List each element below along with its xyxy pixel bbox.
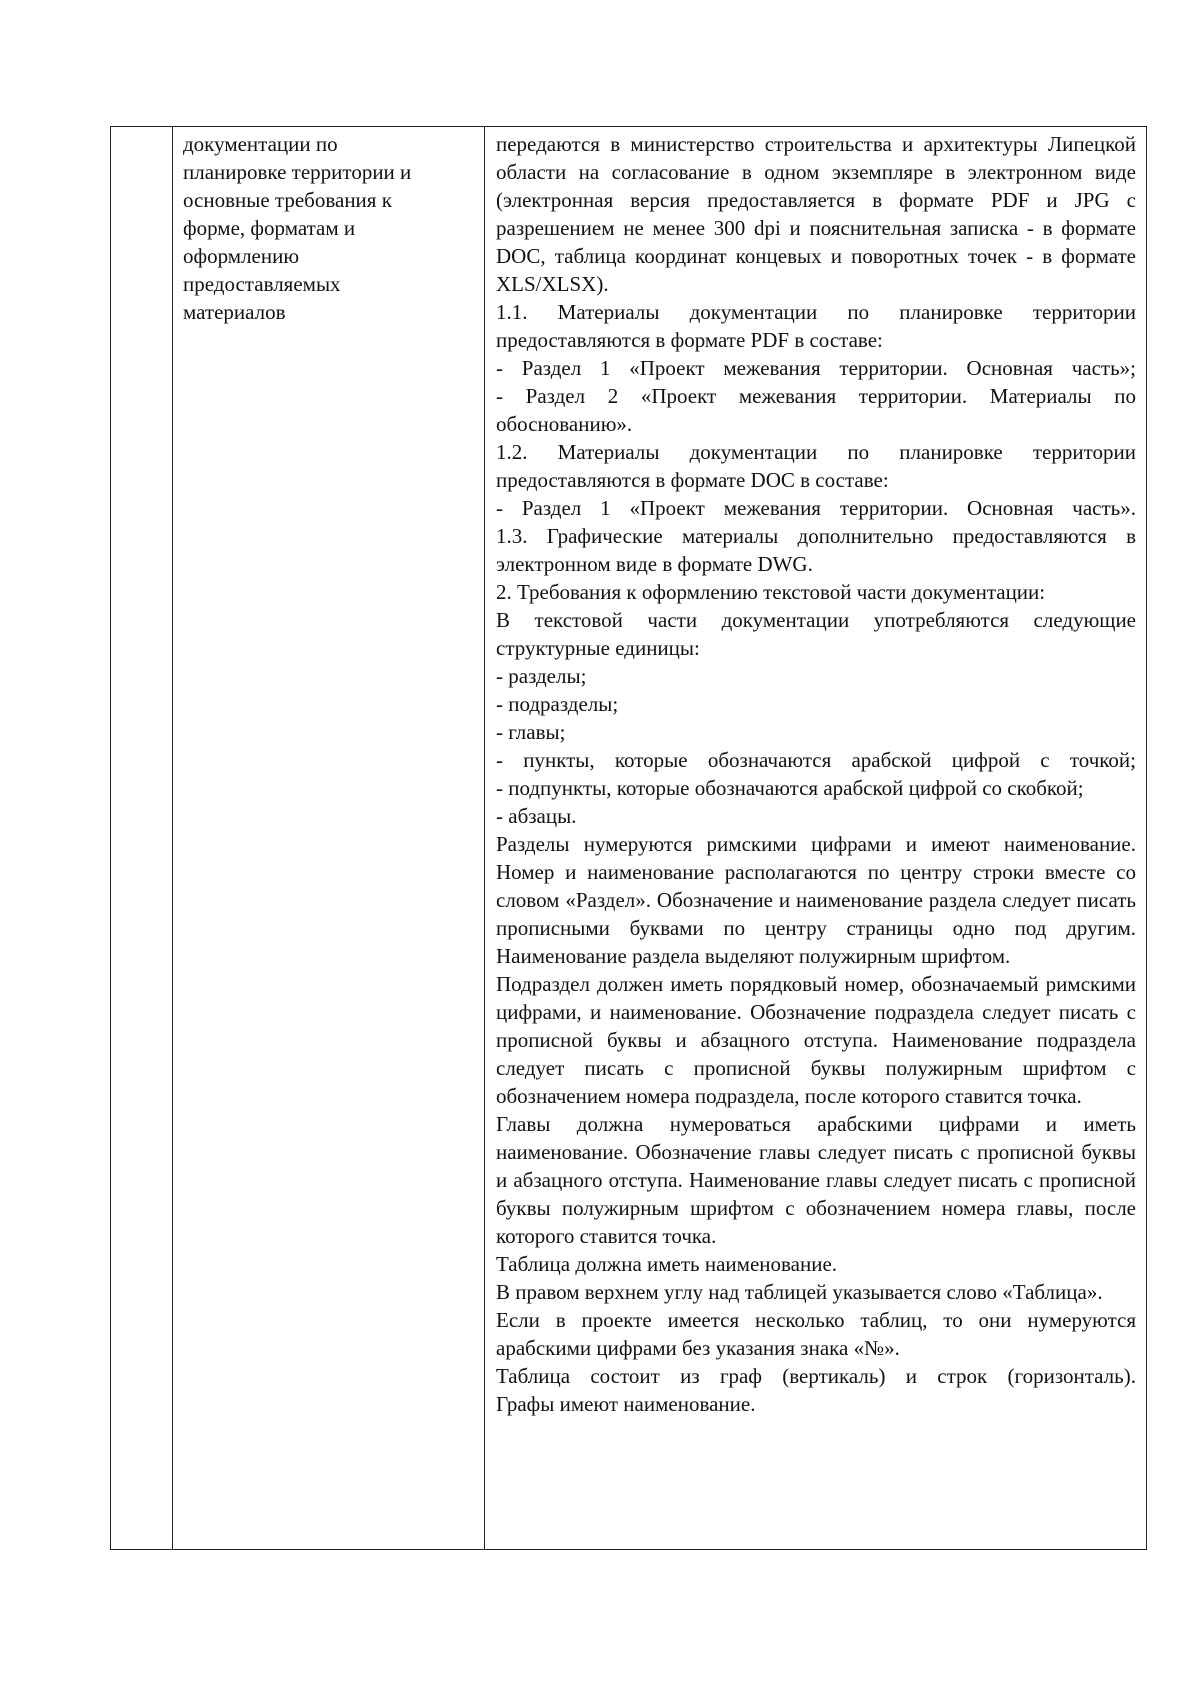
content-paragraph: - подпункты, которые обозначаются арабской цифрой со скобкой; (496, 776, 1084, 800)
content-paragraph: - главы; (496, 720, 566, 744)
label-line: документации по (183, 132, 338, 156)
content-paragraph: - подразделы; (496, 692, 619, 716)
content-paragraph: 1.3. Графические материалы дополнительно предоставляются в электронном виде в формате DWG. (496, 524, 1136, 576)
label-line: предоставляемых (183, 272, 341, 296)
label-cell (173, 127, 485, 1550)
content-paragraph: Таблица должна иметь наименование. (496, 1252, 838, 1276)
content-paragraph: передаются в министерство строительства и архитектуры Липецкой области на согласование в одном экземпляре в электронном виде (электронная версия предоставляется в формате PDF и JPG с разрешением не менее 300 dpi и пояснительная записка - в формате DOC, таблица координат концевых и поворотных точек - в формате XLS/XLSX). (496, 132, 1136, 296)
content-paragraph: В текстовой части документации употребляются следующие структурные единицы: (496, 608, 1136, 660)
content-paragraph: Главы должна нумероваться арабскими цифрами и иметь наименование. Обозначение главы следует писать с прописной буквы и абзацного отступа. Наименование главы следует писать с прописной буквы полужирным шрифтом с обозначением номера главы, после которого ставится точка. (496, 1112, 1136, 1248)
content-paragraph: 1.2. Материалы документации по планировке территории предоставляются в формате DOC в составе: (496, 440, 1136, 492)
content-paragraph: - пункты, которые обозначаются арабской цифрой с точкой; (496, 748, 1136, 772)
content-paragraph: Подраздел должен иметь порядковый номер, обозначаемый римскими цифрами, и наименование. Обозначение подраздела следует писать с прописной буквы и абзацного отступа. Наименование подраздела следует писать с прописной буквы полужирным шрифтом с обозначением номера подраздела, после которого ставится точка. (496, 972, 1136, 1108)
content-paragraph: - Раздел 2 «Проект межевания территории. Материалы по обоснованию». (496, 384, 1136, 436)
content-cell (485, 127, 1147, 1550)
label-line: материалов (183, 300, 286, 324)
label-lines (183, 130, 476, 326)
content-paragraph: 2. Требования к оформлению текстовой части документации: (496, 580, 1046, 604)
content-paragraph: В правом верхнем углу над таблицей указывается слово «Таблица». (496, 1280, 1103, 1304)
content-paragraphs (496, 130, 1136, 1418)
content-paragraph: Графы имеют наименование. (496, 1392, 756, 1416)
content-paragraph: Если в проекте имеется несколько таблиц, то они нумеруются арабскими цифрами без указания знака «№». (496, 1308, 1136, 1360)
content-paragraph: - абзацы. (496, 804, 577, 828)
content-paragraph: 1.1. Материалы документации по планировке территории предоставляются в формате PDF в составе: (496, 300, 1136, 352)
content-paragraph: - разделы; (496, 664, 587, 688)
label-line: основные требования к (183, 188, 392, 212)
number-cell (111, 127, 173, 1550)
content-paragraph: Разделы нумеруются римскими цифрами и имеют наименование. Номер и наименование располагаются по центру строки вместе со словом «Раздел». Обозначение и наименование раздела следует писать прописными буквами по центру страницы одно под другим. Наименование раздела выделяют полужирным шрифтом. (496, 832, 1136, 968)
content-paragraph: - Раздел 1 «Проект межевания территории. Основная часть»; (496, 356, 1136, 380)
label-line: форме, форматам и (183, 216, 356, 240)
label-line: планировке территории и (183, 160, 412, 184)
label-line: оформлению (183, 244, 300, 268)
content-paragraph: - Раздел 1 «Проект межевания территории. Основная часть». (496, 496, 1136, 520)
table-row (111, 127, 1147, 1550)
content-paragraph: Таблица состоит из граф (вертикаль) и строк (горизонталь). (496, 1364, 1136, 1388)
document-table (110, 126, 1147, 1550)
